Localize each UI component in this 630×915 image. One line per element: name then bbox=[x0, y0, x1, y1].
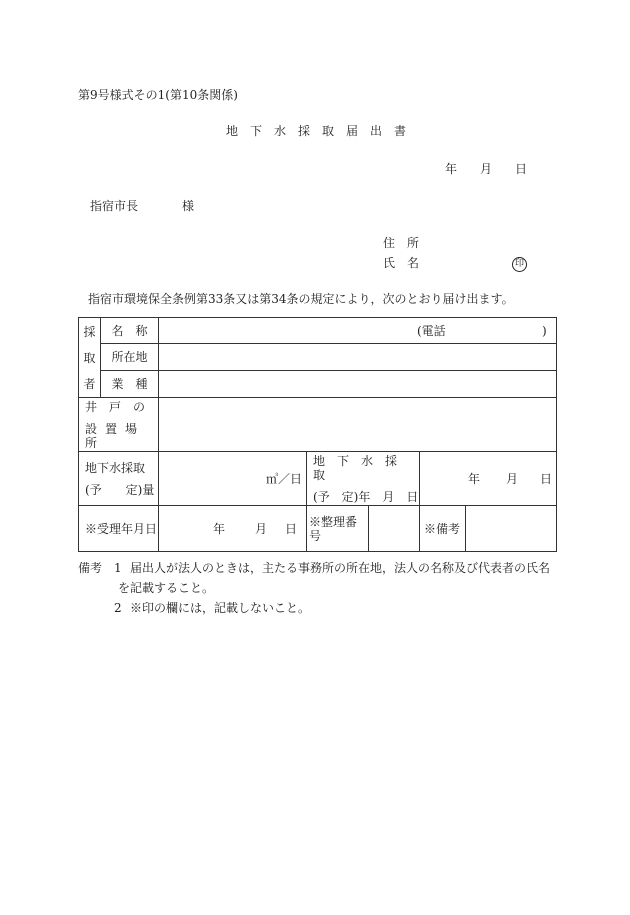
date-month-label: 月 bbox=[480, 162, 493, 176]
well-location-field[interactable] bbox=[159, 398, 557, 452]
ref-number-field bbox=[369, 506, 420, 552]
name-field[interactable] bbox=[159, 318, 557, 344]
received-month: 月 bbox=[255, 522, 268, 536]
group-label-3: 者 bbox=[83, 376, 96, 391]
business-label-cell bbox=[101, 371, 159, 398]
notes-heading: 備考 bbox=[78, 561, 103, 575]
ref-label-cell bbox=[307, 506, 369, 552]
name-label-cell bbox=[101, 318, 159, 344]
volume-label-1: 地下水採取 bbox=[85, 460, 146, 475]
well-label-cell bbox=[79, 398, 159, 452]
received-year: 年 bbox=[213, 522, 226, 536]
start-date-field[interactable] bbox=[420, 452, 557, 506]
received-label-cell bbox=[79, 506, 159, 552]
note-1-number: 1 bbox=[114, 561, 122, 575]
remarks-field bbox=[466, 506, 557, 552]
well-label-1: 井 戸 の bbox=[85, 399, 146, 414]
addressee-mayor: 指宿市長 bbox=[90, 199, 139, 213]
start-date-day: 日 bbox=[540, 472, 553, 486]
application-form-table bbox=[78, 317, 557, 552]
seal-mark: 印 bbox=[512, 257, 527, 272]
received-day: 日 bbox=[285, 522, 298, 536]
intro-text: 指宿市環境保全条例第33条又は第34条の規定により，次のとおり届け出ます。 bbox=[88, 292, 514, 306]
note-2-text: ※印の欄には，記載しないこと。 bbox=[130, 601, 311, 615]
received-label: ※受理年月日 bbox=[85, 521, 158, 536]
start-date-month: 月 bbox=[506, 472, 519, 486]
applicant-address-label: 住 所 bbox=[383, 236, 420, 250]
start-date-year: 年 bbox=[468, 472, 481, 486]
business-label: 業 種 bbox=[111, 377, 148, 391]
remarks-label: ※備考 bbox=[424, 521, 461, 536]
seal-icon bbox=[512, 255, 527, 272]
start-date-label-cell bbox=[307, 452, 420, 506]
volume-unit: ㎥／日 bbox=[265, 471, 302, 486]
start-date-label-1: 地 下 水 採 取 bbox=[313, 453, 410, 482]
phone-label: (電話 bbox=[417, 324, 446, 338]
volume-label-2: (予 定)量 bbox=[85, 482, 155, 497]
group-label-1: 採 bbox=[83, 324, 96, 339]
date-day-label: 日 bbox=[515, 162, 528, 176]
group-label-2: 取 bbox=[83, 350, 96, 365]
start-date-label-2: (予 定)年 月 日 bbox=[313, 489, 419, 504]
phone-close: ) bbox=[542, 324, 547, 338]
form-number: 第9号様式その1(第10条関係) bbox=[78, 88, 238, 102]
volume-field[interactable] bbox=[159, 452, 307, 506]
applicant-name-label: 氏 名 bbox=[383, 256, 420, 270]
remarks-label-cell bbox=[420, 506, 466, 552]
location-label-cell bbox=[101, 344, 159, 371]
name-label: 名 称 bbox=[111, 323, 148, 338]
volume-label-cell bbox=[79, 452, 159, 506]
page-title: 地下水採取届出書 bbox=[226, 124, 419, 138]
ref-label: ※整理番号 bbox=[309, 514, 358, 543]
location-label: 所在地 bbox=[111, 350, 148, 364]
note-2-number: 2 bbox=[114, 601, 122, 615]
business-field[interactable] bbox=[159, 371, 557, 398]
location-field[interactable] bbox=[159, 344, 557, 371]
well-label-2: 設置場所 bbox=[85, 421, 146, 450]
received-date-field bbox=[159, 506, 307, 552]
applicant-group-cell bbox=[79, 318, 101, 398]
note-1-line-1: 届出人が法人のときは，主たる事務所の所在地，法人の名称及び代表者の氏名 bbox=[130, 561, 551, 575]
date-year-label: 年 bbox=[445, 162, 458, 176]
note-1-line-2: を記載すること。 bbox=[118, 581, 215, 595]
addressee-honorific: 様 bbox=[182, 199, 195, 213]
